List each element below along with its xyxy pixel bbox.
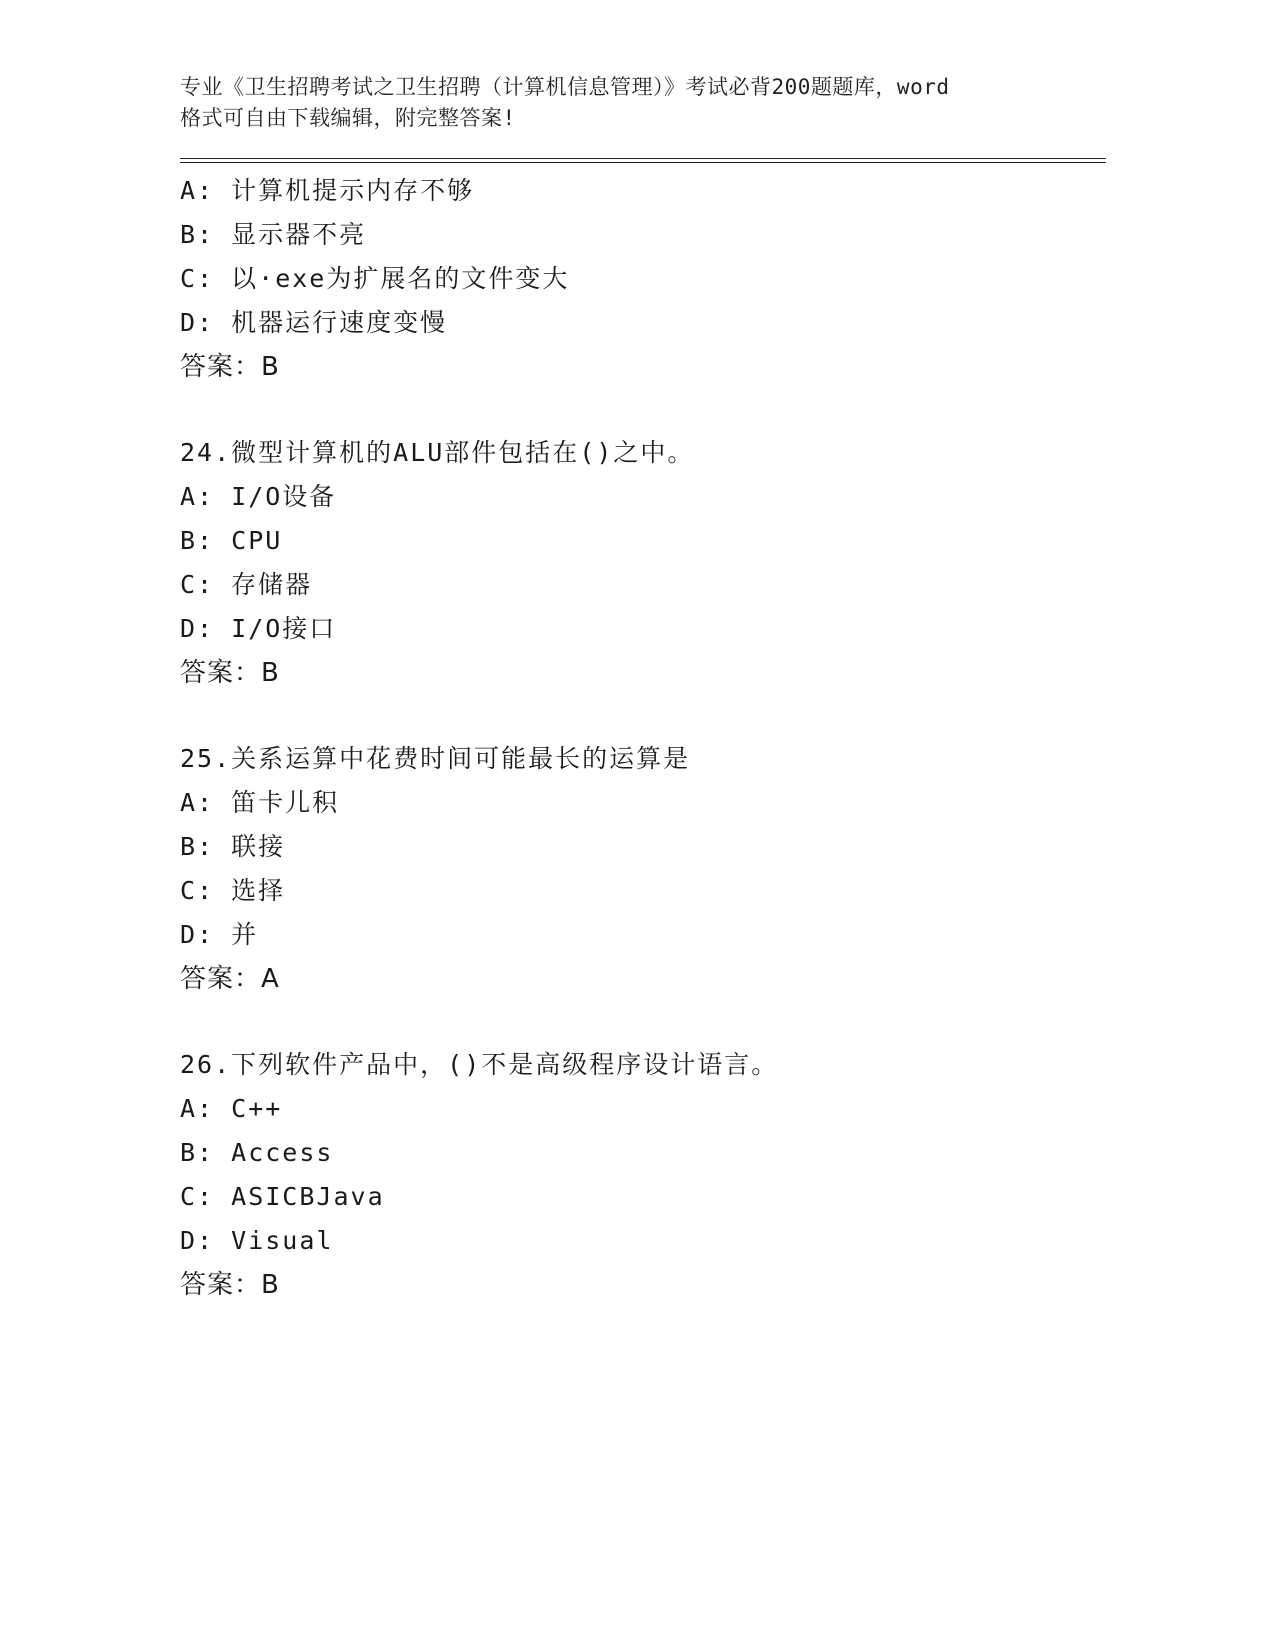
option-c: C: 以·exe为扩展名的文件变大 [180, 264, 570, 293]
answer-line: 答案：B [180, 1270, 280, 1300]
option-a: A: 计算机提示内存不够 [180, 176, 475, 205]
answer-line: 答案：B [180, 658, 280, 688]
header-line-2: 格式可自由下载编辑，附完整答案! [180, 106, 516, 130]
answer-line: 答案：A [180, 964, 280, 994]
option-d: D: 并 [180, 920, 259, 949]
document-header [180, 72, 1106, 134]
option-d: D: Visual [180, 1226, 334, 1255]
option-d: D: I/O接口 [180, 614, 337, 643]
option-b: B: 显示器不亮 [180, 220, 367, 249]
question-text: 26.下列软件产品中，()不是高级程序设计语言。 [180, 1050, 779, 1079]
question-text: 24.微型计算机的ALU部件包括在()之中。 [180, 438, 695, 467]
document-page [180, 72, 1106, 1307]
question-block-25 [180, 737, 1106, 1001]
option-a: A: 笛卡儿积 [180, 788, 340, 817]
question-list [180, 169, 1106, 1307]
spacer [180, 389, 1106, 431]
option-b: B: CPU [180, 526, 283, 555]
question-text: 25.关系运算中花费时间可能最长的运算是 [180, 744, 691, 773]
spacer [180, 1001, 1106, 1043]
option-d: D: 机器运行速度变慢 [180, 308, 448, 337]
spacer [180, 695, 1106, 737]
question-block-23 [180, 169, 1106, 389]
option-b: B: 联接 [180, 832, 286, 861]
option-c: C: 选择 [180, 876, 286, 905]
header-line-1: 专业《卫生招聘考试之卫生招聘（计算机信息管理）》考试必背200题题库，word [180, 75, 950, 99]
option-c: C: ASICBJava [180, 1182, 385, 1211]
option-a: A: C++ [180, 1094, 283, 1123]
question-block-26 [180, 1043, 1106, 1307]
option-a: A: I/O设备 [180, 482, 337, 511]
header-divider [180, 158, 1106, 163]
question-block-24 [180, 431, 1106, 695]
option-b: B: Access [180, 1138, 334, 1167]
answer-line: 答案：B [180, 352, 280, 382]
option-c: C: 存储器 [180, 570, 313, 599]
